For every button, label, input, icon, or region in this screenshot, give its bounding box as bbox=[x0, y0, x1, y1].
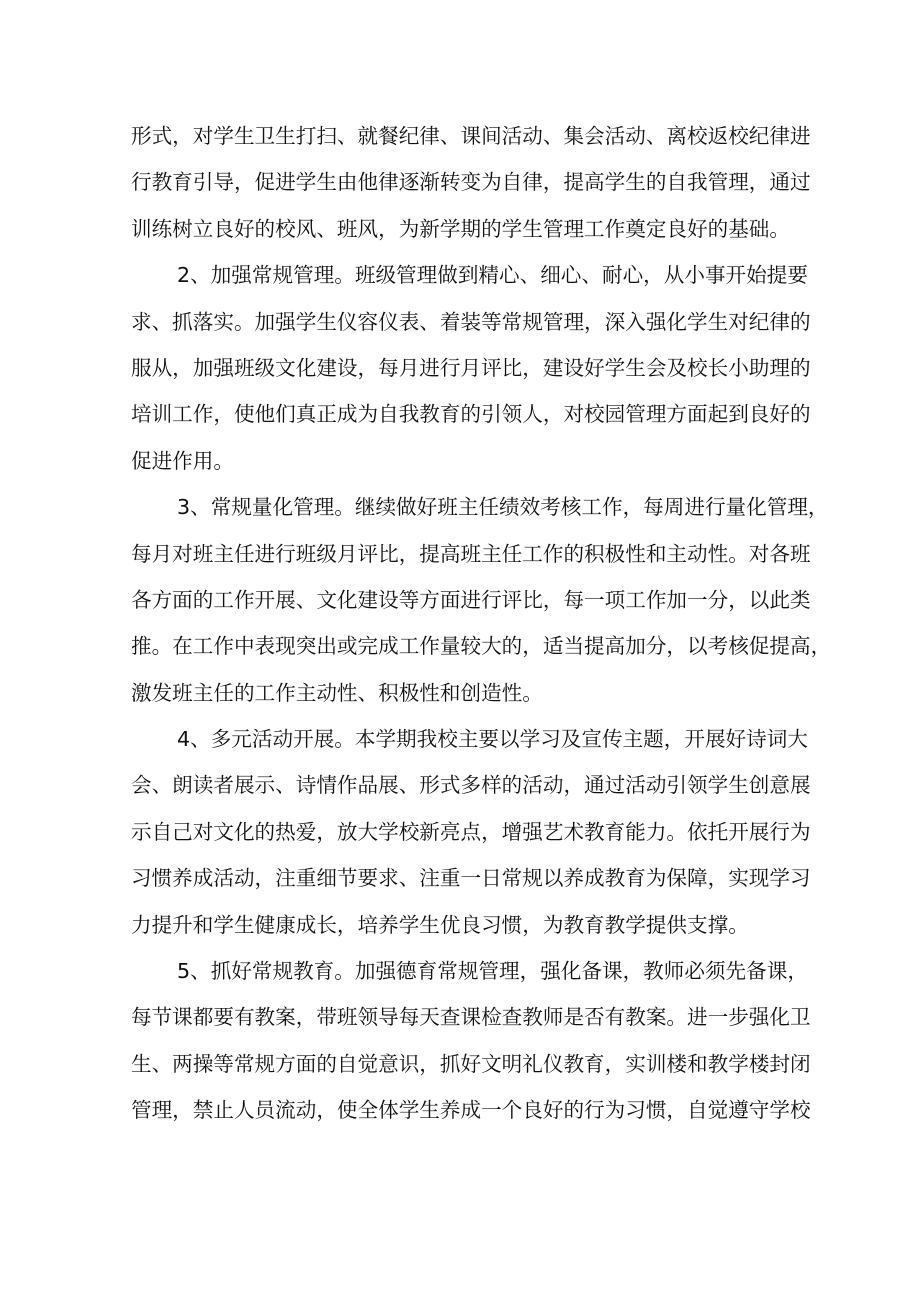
text-line: 培训工作，使他们真正成为自我教育的引领人，对校园管理方面起到良好的 bbox=[131, 402, 811, 427]
text-line: 每月对班主任进行班级月评比，提高班主任工作的积极性和主动性。对各班 bbox=[131, 541, 811, 566]
text-line: 示自己对文化的热爱，放大学校新亮点，增强艺术教育能力。依托开展行为 bbox=[131, 819, 811, 844]
text-line: 生、两操等常规方面的自觉意识，抓好文明礼仪教育，实训楼和教学楼封闭 bbox=[131, 1051, 811, 1076]
text-line: 求、抓落实。加强学生仪容仪表、着装等常规管理，深入强化学生对纪律的 bbox=[131, 309, 811, 334]
text-line: 习惯养成活动，注重细节要求、注重一日常规以养成教育为保障，实现学习 bbox=[131, 866, 811, 891]
text-line: 训练树立良好的校风、班风，为新学期的学生管理工作奠定良好的基础。 bbox=[131, 216, 790, 241]
paragraph-4-start: 4、多元活动开展。本学期我校主要以学习及宣传主题，开展好诗词大 bbox=[177, 727, 808, 752]
body-text bbox=[131, 113, 832, 1134]
text-line: 促进作用。 bbox=[131, 448, 234, 473]
text-line: 每节课都要有教案，带班领导每天查课检查教师是否有教案。进一步强化卫 bbox=[131, 1005, 811, 1030]
paragraph-2-start: 2、加强常规管理。班级管理做到精心、细心、耐心，从小事开始提要 bbox=[177, 263, 808, 288]
text-line: 行教育引导，促进学生由他律逐渐转变为自律，提高学生的自我管理，通过 bbox=[131, 170, 811, 195]
text-line: 管理，禁止人员流动，使全体学生养成一个良好的行为习惯，自觉遵守学校 bbox=[131, 1098, 811, 1123]
paragraph-3-start: 3、常规量化管理。继续做好班主任绩效考核工作，每周进行量化管理， bbox=[177, 495, 829, 520]
text-line: 各方面的工作开展、文化建设等方面进行评比，每一项工作加一分，以此类 bbox=[131, 587, 811, 612]
text-line: 推。在工作中表现突出或完成工作量较大的，适当提高加分，以考核促提高， bbox=[131, 634, 832, 659]
text-line: 服从，加强班级文化建设，每月进行月评比，建设好学生会及校长小助理的 bbox=[131, 355, 811, 380]
text-line: 激发班主任的工作主动性、积极性和创造性。 bbox=[131, 680, 543, 705]
text-line: 形式，对学生卫生打扫、就餐纪律、课间活动、集会活动、离校返校纪律进 bbox=[131, 124, 811, 148]
paragraph-5-start: 5、抓好常规教育。加强德育常规管理，强化备课，教师必须先备课， bbox=[177, 959, 808, 984]
text-line: 会、朗读者展示、诗情作品展、形式多样的活动，通过活动引领学生创意展 bbox=[131, 773, 811, 798]
text-line: 力提升和学生健康成长，培养学生优良习惯，为教育教学提供支撑。 bbox=[131, 912, 749, 937]
